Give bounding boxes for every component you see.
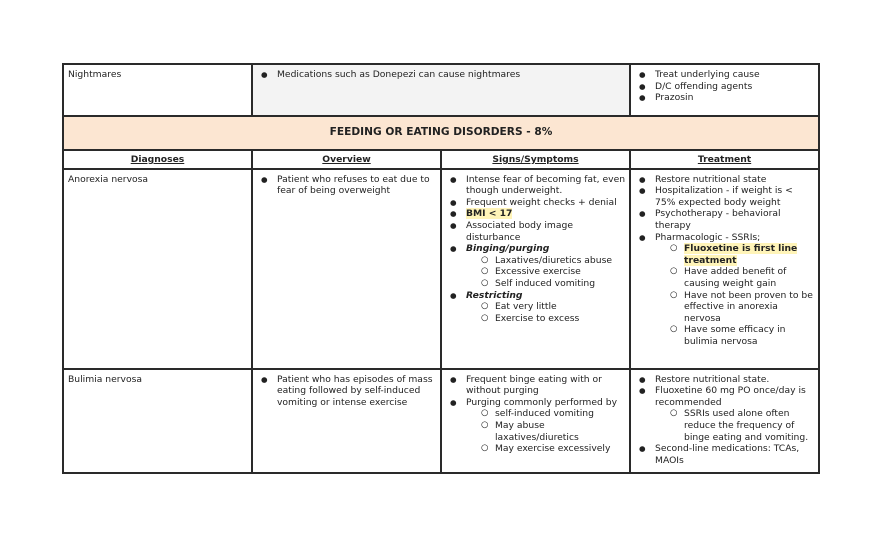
bulimia-signs-cell xyxy=(441,369,630,473)
sub-list-item: ○ Have some efficacy in bulimia nervosa xyxy=(684,324,815,347)
header-signs: Signs/Symptoms xyxy=(441,150,630,169)
list-item: ● Psychotherapy - behavioral therapy xyxy=(655,208,815,231)
sub-list-item: ○ self-induced vomiting xyxy=(495,408,626,420)
sub-list-item: ○ Exercise to excess xyxy=(495,313,626,325)
header-treatment: Treatment xyxy=(630,150,819,169)
header-overview: Overview xyxy=(252,150,441,169)
anorexia-treatment-cell xyxy=(630,169,819,369)
sub-list-item: ○ Have added benefit of causing weight gain xyxy=(684,266,815,289)
list-item xyxy=(655,385,815,443)
sub-list-item: ○ May exercise excessively xyxy=(495,443,626,455)
sub-list-item: ○ Have not been proven to be effective in anorexia nervosa xyxy=(684,290,815,325)
list-item: ● D/C offending agents xyxy=(655,81,815,93)
header-diagnoses: Diagnoses xyxy=(63,150,252,169)
list-item: ● Frequent weight checks + denial xyxy=(466,197,626,209)
nightmares-treatment-cell xyxy=(630,64,819,116)
nightmares-overview-cell xyxy=(252,64,630,116)
list-item: ● Prazosin xyxy=(655,92,815,104)
sub-list-item: ○ Laxatives/diuretics abuse xyxy=(495,255,626,267)
fluoxetine-highlight: Fluoxetine is first line treatment xyxy=(684,243,798,266)
list-item: ● Medications such as Donepezi can cause nightmares xyxy=(277,69,626,81)
list-item: ● Treat underlying cause xyxy=(655,69,815,81)
section-title: FEEDING OR EATING DISORDERS - 8% xyxy=(63,116,819,150)
sub-list-item: ○ Excessive exercise xyxy=(495,266,626,278)
sub-list-item: ○ SSRIs used alone often reduce the frequency of binge eating and vomiting. xyxy=(684,408,815,443)
binging-label: Binging/purging xyxy=(466,243,550,255)
sub-list-item: ○ Self induced vomiting xyxy=(495,278,626,290)
anorexia-diagnosis: Anorexia nervosa xyxy=(63,169,252,369)
sub-list-item xyxy=(684,243,815,266)
list-item xyxy=(466,208,626,220)
section-row xyxy=(63,116,819,150)
sub-list-item: ○ Eat very little xyxy=(495,301,626,313)
restricting-label: Restricting xyxy=(466,289,523,301)
bulimia-diagnosis: Bulimia nervosa xyxy=(63,369,252,473)
anorexia-overview-cell xyxy=(252,169,441,369)
list-item: ● Second-line medications: TCAs, MAOIs xyxy=(655,443,815,466)
list-item xyxy=(466,290,626,325)
list-item xyxy=(466,397,626,455)
sub-list-item: ○ May abuse laxatives/diuretics xyxy=(495,420,626,443)
list-item: ● Patient who refuses to eat due to fear of being overweight xyxy=(277,174,437,197)
pharm-label: Pharmacologic - SSRIs; xyxy=(655,231,761,243)
table-row-nightmares xyxy=(63,64,819,116)
bmi-highlight: BMI < 17 xyxy=(466,208,513,220)
nightmares-diagnosis: Nightmares xyxy=(63,64,252,116)
header-row xyxy=(63,150,819,169)
list-item: ● Hospitalization - if weight is < 75% expected body weight xyxy=(655,185,815,208)
table-row-anorexia xyxy=(63,169,819,369)
fluoxetine-label: Fluoxetine 60 mg PO once/day is recommended xyxy=(655,385,806,408)
bulimia-overview-cell xyxy=(252,369,441,473)
table-row-bulimia xyxy=(63,369,819,473)
list-item: ● Patient who has episodes of mass eating followed by self-induced vomiting or intense exercise xyxy=(277,374,437,409)
list-item xyxy=(466,243,626,289)
purging-label: Purging commonly performed by xyxy=(466,396,618,408)
list-item: ● Restore nutritional state. xyxy=(655,374,815,386)
bulimia-treatment-cell xyxy=(630,369,819,473)
disorders-table xyxy=(62,63,820,474)
anorexia-signs-cell xyxy=(441,169,630,369)
list-item xyxy=(655,232,815,348)
list-item: ● Associated body image disturbance xyxy=(466,220,626,243)
list-item: ● Intense fear of becoming fat, even though underweight. xyxy=(466,174,626,197)
list-item: ● Restore nutritional state xyxy=(655,174,815,186)
list-item: ● Frequent binge eating with or without purging xyxy=(466,374,626,397)
